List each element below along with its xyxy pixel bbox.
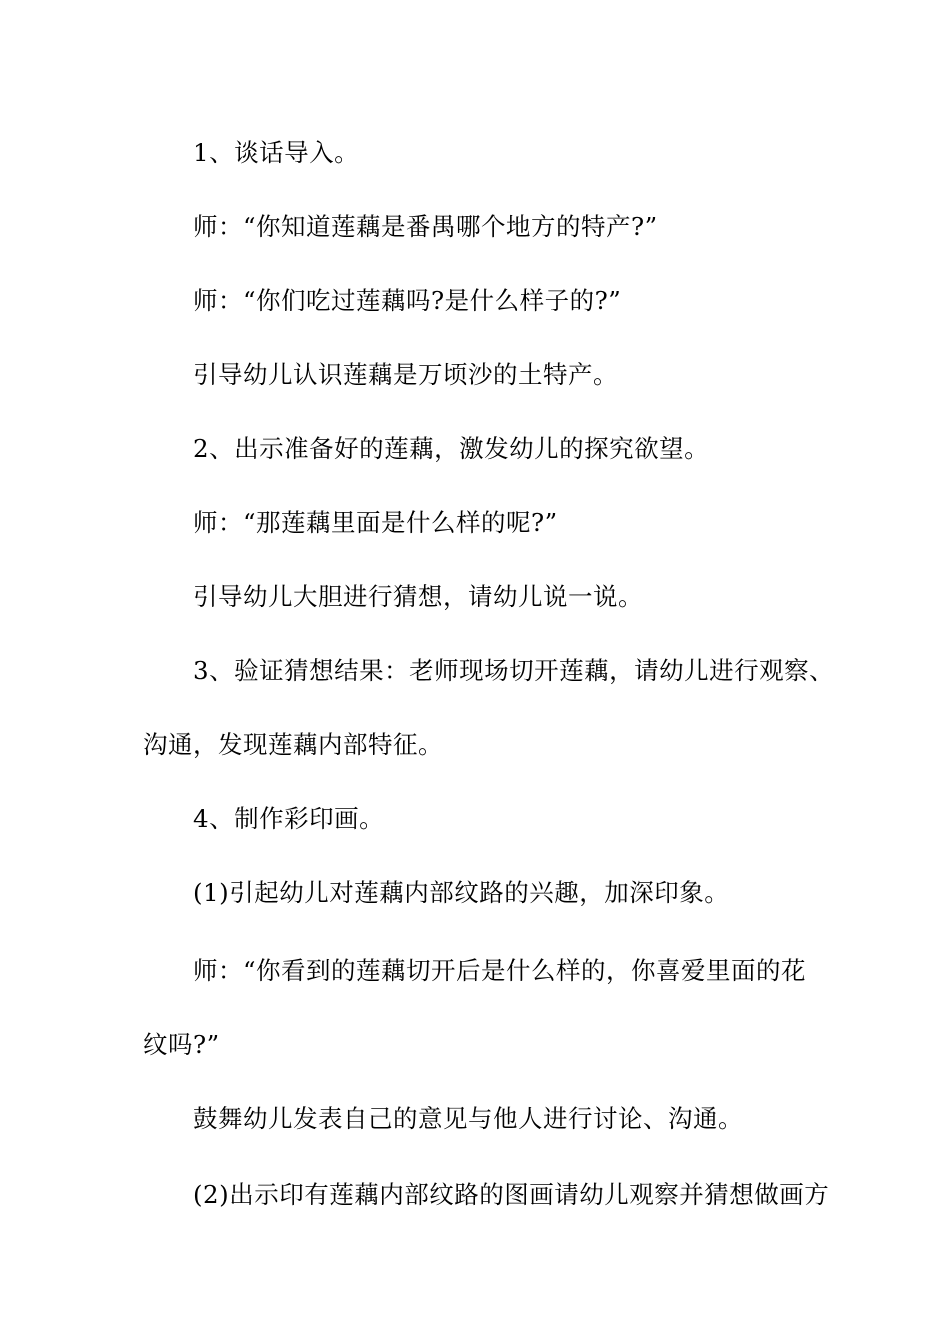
teacher-question-4-continuation: 纹吗?” — [143, 1030, 220, 1059]
teacher-question-4: 师：“你看到的莲藕切开后是什么样的，你喜爱里面的花 — [193, 956, 807, 985]
teacher-question-1: 师：“你知道莲藕是番禺哪个地方的特产?” — [193, 212, 658, 241]
guidance-text-1: 引导幼儿认识莲藕是万顷沙的土特产。 — [193, 360, 618, 389]
step-2-heading: 2、出示准备好的莲藕，激发幼儿的探究欲望。 — [193, 434, 710, 463]
substep-1: (1)引起幼儿对莲藕内部纹路的兴趣，加深印象。 — [193, 878, 730, 907]
substep-2: (2)出示印有莲藕内部纹路的图画请幼儿观察并猜想做画方 — [193, 1180, 830, 1209]
step-1-heading: 1、谈话导入。 — [193, 138, 360, 167]
guidance-text-2: 引导幼儿大胆进行猜想，请幼儿说一说。 — [193, 582, 643, 611]
step-3-continuation: 沟通，发现莲藕内部特征。 — [143, 730, 443, 759]
teacher-question-2: 师：“你们吃过莲藕吗?是什么样子的?” — [193, 286, 622, 315]
encouragement-text: 鼓舞幼儿发表自己的意见与他人进行讨论、沟通。 — [193, 1104, 743, 1133]
step-4-heading: 4、制作彩印画。 — [193, 804, 385, 833]
teacher-question-3: 师：“那莲藕里面是什么样的呢?” — [193, 508, 558, 537]
step-3-heading: 3、验证猜想结果：老师现场切开莲藕，请幼儿进行观察、 — [193, 656, 835, 685]
